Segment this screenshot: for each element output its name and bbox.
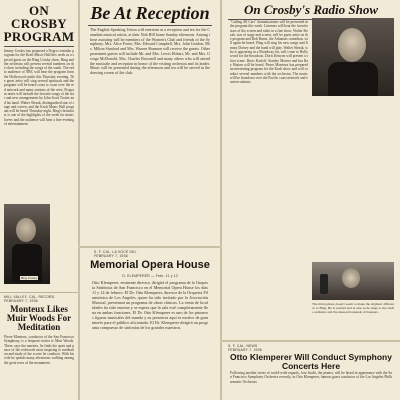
headline: Memorial Opera House (90, 259, 210, 271)
clipping-radio-show (222, 0, 400, 340)
musician-photo-top (312, 18, 394, 96)
date: FEBRUARY 7, 1936 (94, 254, 128, 258)
article-body: Jimmy Crosby has proposed a Negro contralto program for the Kraft Music Hall this week as a special guest on the Bing Crosby show. Bing and the orchestra will present several numbers on the show including the songs of the south. The radio audience of NBC will hear the program from the Hollywood studio this Thursday evening. The guest artist will sing several spirituals and the program will be heard coast to coast over the red network and many stations of the west. Program notes will include the favorite songs of the star and new arrangements by John Scott Trotter and his band. Walter Slezak, distinguished star of stage and screen, and the Kraft Music Hall program will be heard Thursday night. Bing's broadcast is one of the highlights of the week for music lovers and the audience will hear a fine evening of entertainment. (4, 49, 74, 127)
rule (88, 25, 212, 26)
crosby-microphone-photo (312, 262, 394, 300)
rule (4, 46, 74, 47)
clipping-klemperer (222, 342, 400, 400)
article-body: Otto Klemperer, eminente director, dirigirá el programa de la Orquesta Sinfónica de San Francisco en el Memorial Opera House los días 11 y 12 de febrero. El Dr. Otto Klemperer, director de la Orquesta Filarmónica de Los Angeles, quien ha sido invitado por la Asociación Musical, presentará un programa de obras clásicas. La venta de localidades ha sido enorme y se espera que la sala esté completamente llena en ambas funciones. El Dr. Otto Klemperer es uno de los primeros figuras musicales del mundo y su presencia aquí es motivo de gran interés para el público aficionado. El Dr. Klemperer dirigirá un programa compuesto de sinfonías de los grandes maestros. (92, 280, 208, 330)
headline: On Crosby's Radio Show (243, 2, 378, 17)
photo-caption: Bing Crosby (21, 276, 38, 280)
headline: Be At Reception (90, 3, 210, 23)
article-body-continued (52, 204, 75, 284)
date: FEBRUARY 7, 1936 (4, 299, 38, 303)
clipping-opera-house (80, 248, 220, 400)
article-body: The English Speaking Union will entertain at a reception and tea for the Canadian musical artists, at their Nob Hill home Sunday afternoon. Among those assisting will be members of the Women's Club and friends of the Symphony. Mrs. Alice Porter, Mrs. Edward Campbell, Mrs. John Gordon, Mrs. Milton Stanford and Mrs. Warren Shannon will receive the guests. Other prominent guests will include Mr. and Mrs. Lewis Hobart, Mr. and Mrs. George McDonald, Mrs. Charles Brownell and many others who will attend the musicale and reception in honor of the visiting orchestra and its leader. Music will be presented during the afternoon and tea will be served in the drawing rooms of the club. (90, 28, 210, 76)
clipping-monteux (0, 293, 78, 400)
subline: O. KLEMPERER — Febr. 11 y 12 (122, 274, 178, 278)
date: FEBRUARY 7, 1936 (228, 348, 262, 352)
article-body-side (312, 98, 394, 258)
clipping-reception (80, 0, 220, 246)
article-body: Pierre Monteux, conductor of the San Francisco Symphony, is a frequent visitor to Muir Woods. There, says the maestro, he finds the quiet and peace of the redwoods most inspiring to meditation and study of the scores he conducts. With his wife he spends many afternoons walking among the great trees of the monument. (4, 335, 74, 365)
dateline: S. F. CAL. NEWS (228, 344, 258, 348)
article-body: Following another series of world-wide regards, Jose Iturbi, the pianist, will be heard in appearance with the San Francisco Symphony Orchestra recently, as Otto Klemperer, famous guest conductor of the Los Angeles Philharmonic Orchestra. (230, 371, 392, 384)
crosby-photo (4, 204, 50, 284)
article-body: "Calling All Cars" dramatizations will be presented in the program this week. Listeners will hear the favorite stars of the screen and radio in a fine show. Walter Slezak, star of stage and screen, will be guest artist on the program and Bob Burns, the Arkansas comedian, will again be heard. Bing will sing his new songs and Jimmy Dorsey and the band will play. Walter Slezak, who is appearing in a Broadway hit, will come to Hollywood for the broadcast. Doris Kenyon will present a short scene. Boris Karloff, Stanley Morner and Ina Ray Hutton will be heard. Pierre Monteux has prepared an interesting program for the Kraft show and will conduct several numbers with the orchestra. The music will be broadcast over the Pacific coast network and eastern stations. (230, 20, 308, 85)
headline: Monteux Likes Muir Woods For Meditation (6, 304, 72, 332)
clipping-crosby-program (0, 0, 78, 292)
dateline: S. F. CAL. LA VOCE DEL (94, 250, 137, 254)
headline: ON CROSBY PROGRAM (3, 3, 75, 44)
headline: Otto Klemperer Will Conduct Symphony Concerts Here (230, 352, 392, 371)
photo-caption: The microphone doesn't seem to make the slightest difference to Bing. He is relaxed and at ease as he sings to the studio audience and the unseen thousands of listeners. (312, 302, 394, 314)
dateline: MILL VALLEY, CAL. RECORD (4, 295, 55, 299)
